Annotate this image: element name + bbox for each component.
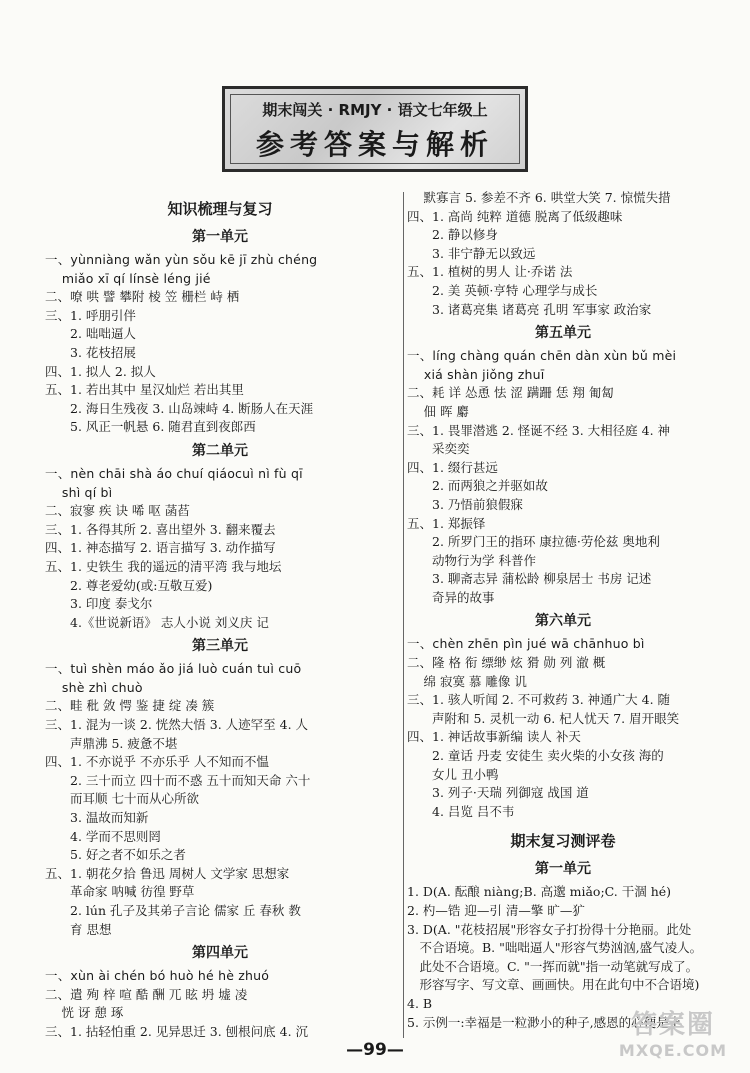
section-heading: 期末复习测评卷 xyxy=(510,832,616,851)
answer-line: 1. D(A. 酝酿 niàng;B. 高邈 miǎo;C. 干涸 hé) xyxy=(407,884,672,900)
answer-line: 不合语境。B. "咄咄逼人"形容气势汹汹,盛气凌人。 xyxy=(407,940,703,956)
answer-line: 3. 乃悟前狼假寐 xyxy=(407,496,523,512)
answer-line: 2. 三十而立 四十而不惑 五十而知天命 六十 xyxy=(45,772,311,788)
answer-line: 2. 杓—锆 迎—引 清—擎 旷—犷 xyxy=(407,903,585,918)
answer-line: 五、1. 史铁生 我的遥远的清平湾 我与地坛 xyxy=(45,558,282,574)
banner-subtitle: 期末闯关 · RMJY · 语文七年级上 xyxy=(262,101,488,119)
answer-line: 一、xùn ài chén bó huò hé hè zhuó xyxy=(45,968,270,984)
answer-line: 声鼎沸 5. 疲惫不堪 xyxy=(45,735,178,751)
answer-line: 佃 晖 麝 xyxy=(407,403,469,419)
section-heading: 知识梳理与复习 xyxy=(167,200,273,218)
answer-line: 二、畦 秕 敛 愕 鉴 捷 绽 凑 簇 xyxy=(45,698,215,714)
answer-line: 2. 海日生残夜 3. 山岛竦峙 4. 断肠人在天涯 xyxy=(45,400,314,416)
answer-line: 3. 印度 泰戈尔 xyxy=(45,596,153,612)
answer-line: 三、1. 混为一谈 2. 恍然大悟 3. 人迹罕至 4. 人 xyxy=(45,717,309,733)
answer-line: 2. 所罗门王的指环 康拉德·劳伦兹 奥地利 xyxy=(407,534,660,550)
answer-line: 5. 示例一:幸福是一粒渺小的种子,感恩的心便是土 xyxy=(407,1014,682,1030)
answer-line: xiá shàn jiǒng zhuī xyxy=(407,366,545,382)
answer-line: 5. 好之者不如乐之者 xyxy=(45,847,186,863)
watermark-logo-text: 答案圈 xyxy=(630,1010,715,1040)
section-heading: 第四单元 xyxy=(192,945,248,962)
answer-line: 4. B xyxy=(407,995,433,1011)
column-divider xyxy=(403,192,404,1038)
answer-line: 恍 讶 憩 琢 xyxy=(45,1005,124,1021)
answer-line: 育 思想 xyxy=(45,921,112,937)
answer-line: 2. 美 英顿·亨特 心理学与成长 xyxy=(407,282,598,298)
answer-line: 声附和 5. 灵机一动 6. 杞人忧天 7. 眉开眼笑 xyxy=(407,710,680,726)
answer-line: 4. 学而不思则罔 xyxy=(45,828,161,844)
answer-line: 3. 列子·天瑞 列御寇 战国 道 xyxy=(407,785,589,801)
answer-line: 一、tuì shèn máo ǎo jiá luò cuán tuì cuō xyxy=(45,661,302,677)
answer-key-banner xyxy=(222,86,528,172)
answer-line: 2. 尊老爱幼(或:互敬互爱) xyxy=(45,577,213,593)
answer-line: 3. 诸葛亮集 诸葛亮 孔明 军事家 政治家 xyxy=(407,301,652,317)
answer-line: 采奕奕 xyxy=(407,441,470,457)
watermark-url: MXQE.COM xyxy=(618,1041,728,1060)
answer-line: 三、1. 骇人听闻 2. 不可救药 3. 神通广大 4. 随 xyxy=(407,692,671,708)
answer-line: 三、1. 畏罪潜逃 2. 怪诞不经 3. 大相径庭 4. 神 xyxy=(407,422,671,438)
answer-line: shì qí bì xyxy=(45,484,113,500)
answer-line: 四、1. 缀行甚远 xyxy=(407,459,498,475)
answer-line: shè zhì chuò xyxy=(45,679,143,695)
answer-line: 三、1. 各得其所 2. 喜出望外 3. 翻来覆去 xyxy=(45,521,276,537)
answer-line: 奇异的故事 xyxy=(407,589,495,605)
answer-line: 五、1. 若出其中 星汉灿烂 若出其里 xyxy=(45,382,244,398)
answer-line: 2. 咄咄逼人 xyxy=(45,326,136,342)
section-heading: 第一单元 xyxy=(535,861,591,878)
section-heading: 第三单元 xyxy=(192,638,248,655)
answer-line: 二、遣 殉 梓 喧 酷 酬 兀 眩 坍 墟 凌 xyxy=(45,986,248,1002)
section-heading: 第六单元 xyxy=(535,613,591,630)
answer-line: 五、1. 朝花夕拾 鲁迅 周树人 文学家 思想家 xyxy=(45,865,290,881)
section-heading: 第五单元 xyxy=(535,325,591,342)
answer-line: miǎo xī qí línsè léng jié xyxy=(45,270,211,286)
answer-line: 绵 寂寞 慕 雕像 讥 xyxy=(407,673,527,689)
answer-line: 四、1. 神话故事新编 读人 补天 xyxy=(407,729,581,745)
answer-line: 5. 风正一帆悬 6. 随君直到夜郎西 xyxy=(45,419,256,435)
answer-line: 而耳顺 七十而从心所欲 xyxy=(45,791,199,807)
answer-line: 4.《世说新语》 志人小说 刘义庆 记 xyxy=(45,614,269,630)
answer-line: 2. 而两狼之并驱如故 xyxy=(407,478,548,494)
section-heading: 第二单元 xyxy=(192,442,248,459)
answer-line: 二、耗 详 怂恿 怯 涩 蹒跚 恁 翔 匍匐 xyxy=(407,385,614,401)
answer-line: 一、nèn chāi shà áo chuí qiáocuì nì fù qī xyxy=(45,465,303,481)
answer-line: 五、1. 植树的男人 让·乔诺 法 xyxy=(407,264,573,280)
answer-line: 四、1. 拟人 2. 拟人 xyxy=(45,363,156,379)
answer-line: 3. 温故而知新 xyxy=(45,810,149,826)
answer-line: 三、1. 呼朋引伴 xyxy=(45,307,136,323)
answer-line: 一、chèn zhēn pìn jué wā chānhuo bì xyxy=(407,636,645,652)
answer-line: 二、寂寥 疾 诀 唏 呕 菡萏 xyxy=(45,503,190,519)
answer-line: 女儿 丑小鸭 xyxy=(407,766,499,782)
site-watermark xyxy=(604,1010,742,1068)
answer-line: 二、隆 格 衔 缥缈 炫 猾 勋 列 澈 概 xyxy=(407,655,606,671)
answer-line: 形容写字、写文章、画画快。用在此句中不合语境) xyxy=(407,977,700,993)
answer-line: 3. 聊斋志异 蒲松龄 柳泉居士 书房 记述 xyxy=(407,571,652,587)
answer-line: 3. 花枝招展 xyxy=(45,344,136,360)
answer-line: 一、líng chàng quán chēn dàn xùn bǔ mèi xyxy=(407,348,677,364)
answer-line: 默寡言 5. 参差不齐 6. 哄堂大笑 7. 惊慌失措 xyxy=(407,190,671,205)
section-heading: 第一单元 xyxy=(192,229,248,245)
answer-line: 2. 童话 丹麦 安徒生 卖火柴的小女孩 海的 xyxy=(407,748,664,764)
answer-line: 3. D(A. "花枝招展"形容女子打扮得十分艳丽。此处 xyxy=(407,921,692,937)
answer-line: 革命家 呐喊 彷徨 野草 xyxy=(45,884,195,900)
answer-line: 4. 吕览 吕不韦 xyxy=(407,803,515,819)
answer-line: 2. lún 孔子及其弟子言论 儒家 丘 春秋 教 xyxy=(45,903,301,918)
answer-line: 二、嘹 哄 譬 攀附 棱 笠 栅栏 峙 栖 xyxy=(45,289,240,305)
answer-line: 四、1. 高尚 纯粹 道德 脱离了低级趣味 xyxy=(407,208,623,224)
answer-line: 四、1. 神态描写 2. 语言描写 3. 动作描写 xyxy=(45,540,276,556)
answer-line: 五、1. 郑振铎 xyxy=(407,515,486,531)
right-column xyxy=(407,189,719,1032)
answer-line: 动物行为学 科普作 xyxy=(407,552,536,568)
answer-line: 一、yùnniàng wǎn yùn sǒu kē jī zhù chéng xyxy=(45,252,318,267)
banner-title: 参考答案与解析 xyxy=(255,128,494,161)
answer-line: 此处不合语境。C. "一挥而就"指一动笔就写成了。 xyxy=(407,958,699,974)
answer-line: 2. 静以修身 xyxy=(407,227,498,243)
answer-line: 三、1. 拈轻怕重 2. 见异思迁 3. 刨根问底 4. 沉 xyxy=(45,1023,309,1039)
left-column xyxy=(45,189,395,1042)
answer-line: 3. 非宁静无以致远 xyxy=(407,245,536,261)
answer-line: 四、1. 不亦说乎 不亦乐乎 人不知而不愠 xyxy=(45,754,269,770)
page-number: —99— xyxy=(346,1040,404,1060)
